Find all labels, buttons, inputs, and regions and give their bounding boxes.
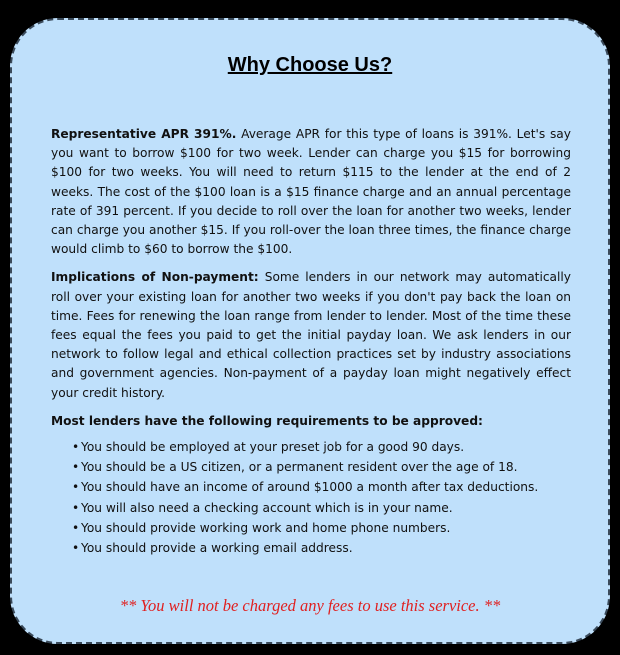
apr-paragraph [51, 125, 571, 259]
requirements-heading: Most lenders have the following requirements to be approved: [51, 413, 483, 428]
page-title: Why Choose Us? [227, 54, 393, 76]
list-item [72, 538, 571, 558]
requirement-text: You should provide a working email address. [81, 541, 353, 556]
list-item [72, 437, 571, 457]
bullet-icon: • [72, 541, 80, 556]
bullet-icon: • [72, 500, 80, 515]
bullet-icon: • [72, 520, 80, 535]
list-item [72, 477, 571, 497]
no-fees-notice: ** You will not be charged any fees to use this service. ** [119, 596, 501, 615]
requirement-text: You should be employed at your preset job for a good 90 days. [81, 440, 465, 455]
nonpayment-text: Some lenders in our network may automatically roll over your existing loan for another two weeks if you don't pay back the loan on time. Fees for renewing the loan range from lender to lender. Most of the time these fees equal the fees you paid to get the initial payday loan. We ask lenders in our network to follow legal and ethical collection practices set by industry associations and government agencies. Non-payment of a payday loan might negatively effect your credit history. [51, 270, 571, 400]
requirement-text: You will also need a checking account which is in your name. [81, 500, 453, 515]
requirement-text: You should be a US citizen, or a permanent resident over the age of 18. [81, 460, 518, 475]
bullet-icon: • [72, 440, 80, 455]
requirements-list [72, 437, 571, 558]
bullet-icon: • [72, 460, 80, 475]
requirement-text: You should have an income of around $1000 a month after tax deductions. [81, 480, 539, 495]
info-panel [10, 18, 610, 644]
nonpayment-paragraph [51, 268, 571, 402]
content-body [51, 125, 571, 558]
list-item [72, 498, 571, 518]
apr-text: Average APR for this type of loans is 391%. Let's say you want to borrow $100 for two week. Lender can charge you $15 for borrowing $100 for two weeks. You will need to return $115 to the lender at the end of 2 weeks. The cost of the $100 loan is a $15 finance charge and an annual percentage rate of 391 percent. If you decide to roll over the loan for another two weeks, lender can charge you another $15. If you roll-over the loan three times, the finance charge would climb to $60 to borrow the $100. [51, 127, 571, 257]
apr-label: Representative APR 391%. [51, 127, 237, 141]
bullet-icon: • [72, 480, 80, 495]
list-item [72, 518, 571, 538]
nonpayment-label: Implications of Non-payment: [51, 270, 259, 285]
list-item [72, 457, 571, 477]
requirement-text: You should provide working work and home phone numbers. [81, 520, 451, 535]
